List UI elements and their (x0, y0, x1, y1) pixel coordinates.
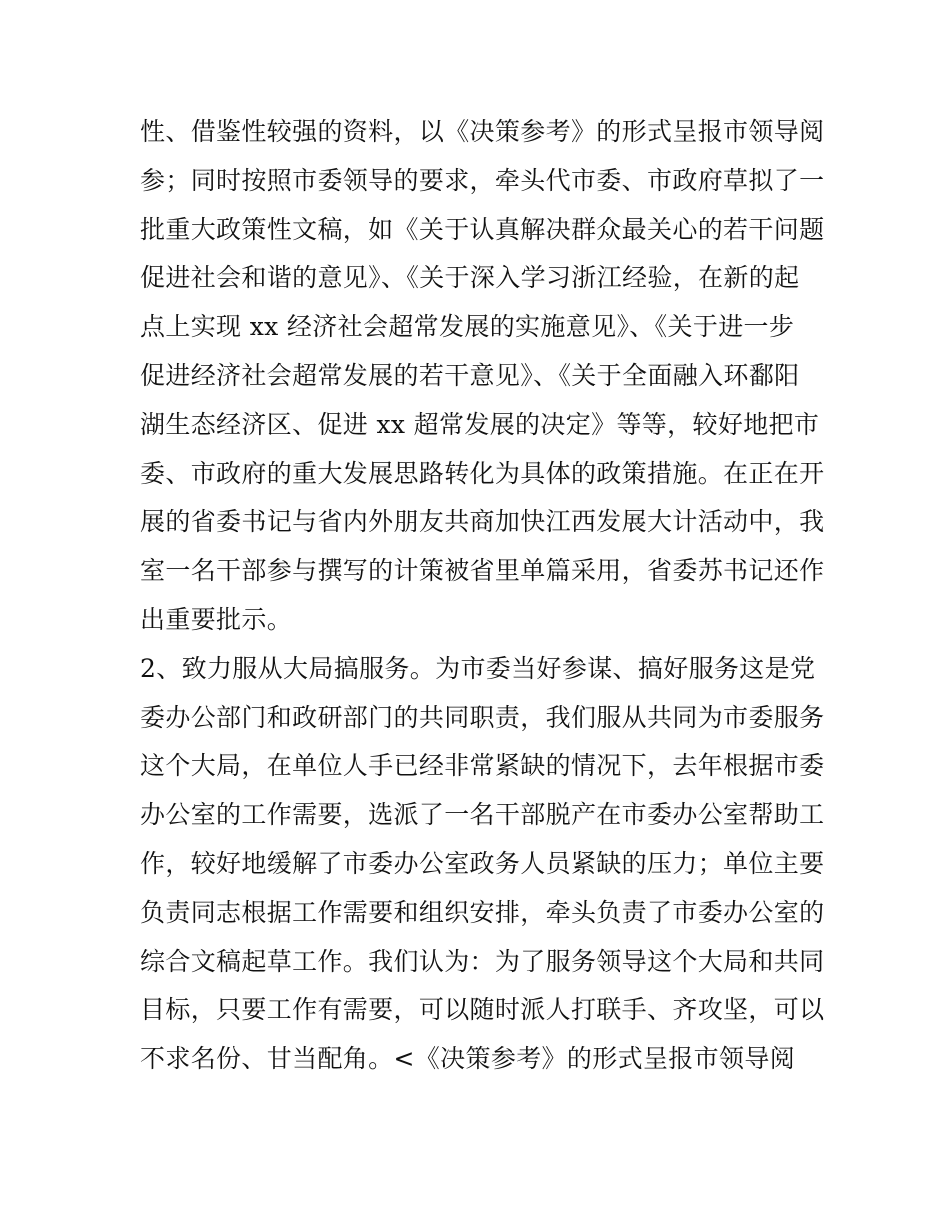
text-line: 展的省委书记与省内外朋友共商加快江西发展大计活动中，我 (140, 507, 825, 537)
text-line: 不求名份、甘当配角。<《决策参考》的形式呈报市领导阅 (140, 1044, 796, 1074)
text-line: 出重要批示。 (140, 604, 293, 634)
text-line: 点上实现 xx 经济社会超常发展的实施意见》、《关于进一步 (140, 312, 795, 342)
text-line: 促进社会和谐的意见》、《关于深入学习浙江经验，在新的起 (140, 263, 800, 293)
text-line: 这个大局，在单位人手已经非常紧缺的情况下，去年根据市委 (140, 751, 825, 781)
text-line: 目标，只要工作有需要，可以随时派人打联手、齐攻坚，可以 (140, 995, 825, 1025)
text-line: 2、致力服从大局搞服务。为市委当好参谋、搞好服务这是党 (140, 653, 816, 683)
text-line: 综合文稿起草工作。我们认为：为了服务领导这个大局和共同 (140, 946, 825, 976)
text-line: 作，较好地缓解了市委办公室政务人员紧缺的压力；单位主要 (140, 848, 825, 878)
text-line: 委、市政府的重大发展思路转化为具体的政策措施。在正在开 (140, 458, 825, 488)
text-line: 室一名干部参与撰写的计策被省里单篇采用，省委苏书记还作 (140, 556, 825, 586)
text-line: 委办公部门和政研部门的共同职责，我们服从共同为市委服务 (140, 702, 825, 732)
text-line: 湖生态经济区、促进 xx 超常发展的决定》等等，较好地把市 (140, 409, 820, 439)
text-line: 参；同时按照市委领导的要求，牵头代市委、市政府草拟了一 (140, 165, 825, 195)
document-body (140, 108, 825, 1084)
text-line: 批重大政策性文稿，如《关于认真解决群众最关心的若干问题 (140, 214, 825, 244)
text-line: 促进经济社会超常发展的若干意见》、《关于全面融入环鄱阳 (140, 360, 800, 390)
text-line: 办公室的工作需要，选派了一名干部脱产在市委办公室帮助工 (140, 800, 825, 830)
text-line: 负责同志根据工作需要和组织安排，牵头负责了市委办公室的 (140, 897, 825, 927)
text-line: 性、借鉴性较强的资料，以《决策参考》的形式呈报市领导阅 (140, 117, 825, 146)
